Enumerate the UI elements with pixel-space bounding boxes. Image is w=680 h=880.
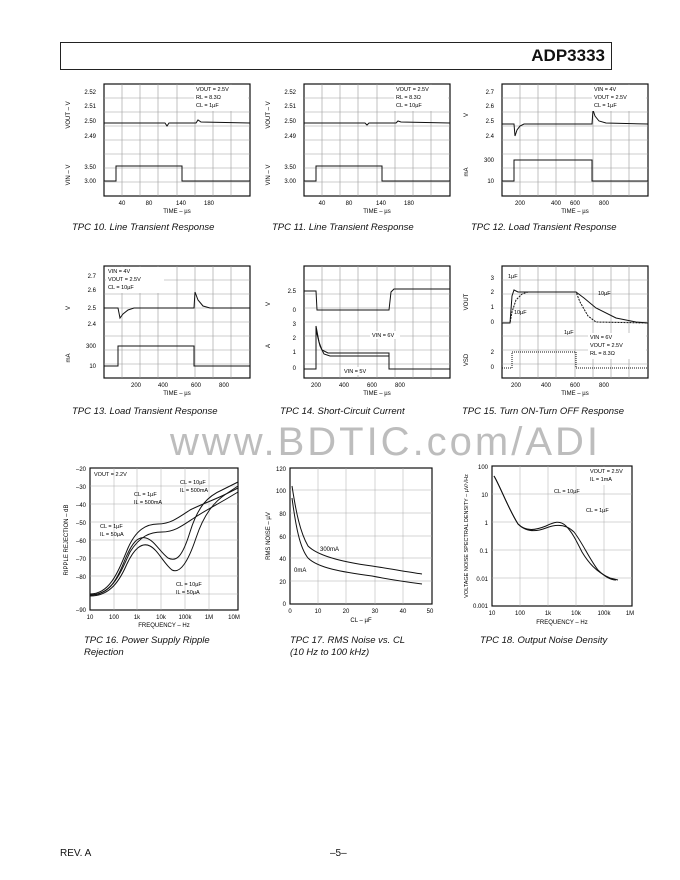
y-tick: 100	[477, 465, 488, 471]
annotation: CL = 10µF	[176, 582, 202, 588]
annotation: VIN = 6V	[372, 333, 395, 339]
caption-tpc16-line2: Rejection	[84, 647, 124, 658]
x-tick: 80	[145, 201, 153, 207]
x-tick: 200	[310, 383, 322, 389]
y-tick: 2.5	[87, 306, 96, 312]
x-tick: 10k	[156, 615, 166, 621]
y-axis-label: mA	[464, 167, 470, 177]
x-tick: 100	[108, 615, 120, 621]
x-tick: 20	[342, 609, 350, 615]
x-tick: 10	[86, 615, 94, 621]
x-axis-label: TIME – µs	[561, 209, 589, 215]
annotation: 10µF	[514, 310, 527, 316]
y-axis-label: VSD	[464, 353, 470, 367]
x-tick: 600	[366, 383, 378, 389]
y-tick: 0	[292, 366, 296, 372]
x-tick: 10	[314, 609, 322, 615]
annotation: CL = 1µF	[100, 524, 123, 530]
y-tick: 10	[487, 179, 494, 185]
x-tick: 40	[318, 201, 326, 207]
x-tick: 30	[371, 609, 379, 615]
y-tick: –50	[75, 521, 86, 527]
y-tick: 2.7	[87, 274, 96, 280]
annotation: 1µF	[564, 330, 574, 336]
y-tick: 2.6	[485, 104, 494, 110]
y-axis-label: VOUT	[464, 293, 470, 311]
x-axis-label: TIME – µs	[163, 391, 191, 397]
legend-line: CL = 1µF	[196, 103, 219, 109]
y-axis-label: V	[66, 305, 72, 311]
x-axis-label: CL – µF	[350, 618, 372, 624]
caption-tpc14: TPC 14. Short-Circuit Current	[280, 406, 405, 417]
y-tick: 2.52	[84, 90, 96, 96]
figure-tpc17	[262, 462, 442, 632]
legend-line: VIN = 4V	[594, 87, 617, 93]
figure-tpc14	[258, 262, 458, 402]
y-tick: 0.001	[472, 604, 488, 610]
x-tick: 400	[550, 201, 562, 207]
annotation: 300mA	[320, 547, 340, 553]
x-tick: 180	[403, 201, 415, 207]
x-tick: 100k	[178, 615, 192, 621]
y-tick: –90	[75, 608, 86, 614]
x-tick: 400	[157, 383, 169, 389]
y-tick: 2.4	[87, 322, 96, 328]
y-tick: 60	[279, 535, 286, 541]
y-tick: 100	[275, 489, 286, 495]
x-tick: 400	[540, 383, 552, 389]
x-tick: 40	[399, 609, 407, 615]
y-tick: 3.50	[84, 165, 96, 171]
x-tick: 600	[569, 201, 581, 207]
y-axis-label: V	[266, 301, 272, 307]
y-axis-label: VOUT – V	[266, 101, 272, 129]
y-tick: 300	[85, 344, 96, 350]
header-box	[60, 42, 612, 70]
x-axis-label: TIME – µs	[163, 209, 191, 215]
watermark: www.BDTIC.com/ADI	[170, 420, 602, 464]
y-tick: 2	[292, 336, 296, 342]
annotation: IL = 50µA	[100, 532, 124, 538]
y-tick: 20	[279, 580, 286, 586]
y-tick: 10	[89, 364, 96, 370]
y-tick: 0.01	[476, 577, 488, 583]
legend-line: VOUT = 2.5V	[396, 87, 429, 93]
caption-tpc17: TPC 17. RMS Noise vs. CL	[290, 635, 406, 646]
y-tick: 3.00	[84, 179, 96, 185]
annotation: CL = 10µF	[180, 480, 206, 486]
y-tick: 1	[292, 350, 296, 356]
legend-line: VIN = 4V	[108, 269, 131, 275]
y-tick: –80	[75, 575, 86, 581]
y-tick: 2.51	[84, 104, 96, 110]
y-tick: –60	[75, 539, 86, 545]
legend-line: CL = 10µF	[396, 103, 422, 109]
x-tick: 1k	[133, 615, 141, 621]
legend-line: CL = 1µF	[594, 103, 617, 109]
caption-tpc15: TPC 15. Turn ON-Turn OFF Response	[462, 406, 625, 417]
x-tick: 10	[488, 611, 496, 617]
y-tick: 1	[490, 305, 494, 311]
caption-tpc16: TPC 16. Power Supply Ripple	[84, 635, 210, 646]
annotation: IL = 500mA	[180, 488, 209, 494]
y-tick: 2.50	[284, 119, 296, 125]
y-tick: 2.6	[87, 288, 96, 294]
x-tick: 180	[203, 201, 215, 207]
figure-tpc15	[456, 262, 656, 402]
legend-line: RL = 8.3Ω	[196, 95, 221, 101]
annotation: CL = 10µF	[554, 489, 580, 495]
caption-tpc17-line2: (10 Hz to 100 kHz)	[290, 647, 370, 658]
y-tick: 2.51	[284, 104, 296, 110]
annotation: CL = 1µF	[586, 508, 609, 514]
y-tick: 3.00	[284, 179, 296, 185]
x-tick: 80	[345, 201, 353, 207]
annotation: IL = 1mA	[590, 477, 612, 483]
x-axis-label: TIME – µs	[561, 391, 589, 397]
y-axis-label: RMS NOISE – µV	[266, 512, 272, 560]
x-axis-label: TIME – µs	[363, 209, 391, 215]
x-tick: 40	[118, 201, 126, 207]
annotation: 0mA	[294, 568, 307, 574]
legend-line: VOUT = 2.5V	[196, 87, 229, 93]
x-tick: 200	[510, 383, 522, 389]
y-tick: 80	[279, 512, 286, 518]
x-tick: 800	[218, 383, 230, 389]
annotation: IL = 500mA	[134, 500, 163, 506]
annotation: VOUT = 2.5V	[590, 469, 623, 475]
x-tick: 1M	[204, 615, 214, 621]
y-tick: 40	[279, 557, 286, 563]
y-tick: 2.4	[485, 134, 494, 140]
x-tick: 1M	[625, 611, 635, 617]
legend-line: VOUT = 2.5V	[108, 277, 141, 283]
x-tick: 200	[514, 201, 526, 207]
figure-tpc12	[456, 80, 656, 220]
legend-line: VOUT = 2.5V	[594, 95, 627, 101]
figure-tpc11	[258, 80, 458, 220]
legend-line: RL = 8.3Ω	[590, 351, 615, 357]
y-tick: 2.49	[284, 134, 296, 140]
y-tick: 3	[292, 322, 296, 328]
y-tick: 2.5	[287, 289, 296, 295]
x-tick: 400	[338, 383, 350, 389]
y-tick: 2.49	[84, 134, 96, 140]
y-tick: –40	[75, 503, 86, 509]
annotation: CL = 1µF	[134, 492, 157, 498]
legend-line: CL = 10µF	[108, 285, 134, 291]
x-tick: 10M	[228, 615, 240, 621]
legend-line: VOUT = 2.5V	[590, 343, 623, 349]
x-tick: 0	[288, 609, 292, 615]
caption-tpc18: TPC 18. Output Noise Density	[480, 635, 608, 646]
y-axis-label: VIN – V	[266, 164, 272, 186]
y-tick: 2	[490, 290, 494, 296]
y-axis-label: VIN – V	[66, 164, 72, 186]
x-tick: 800	[598, 201, 610, 207]
y-tick: –30	[75, 485, 86, 491]
caption-tpc10: TPC 10. Line Transient Response	[72, 222, 215, 233]
x-tick: 600	[190, 383, 202, 389]
legend-line: RL = 8.3Ω	[396, 95, 421, 101]
revision: REV. A	[60, 848, 92, 859]
y-tick: 0	[282, 602, 286, 608]
y-tick: 300	[483, 158, 494, 164]
figure-tpc18	[460, 462, 650, 632]
figure-tpc13	[58, 262, 258, 402]
y-tick: 0	[292, 308, 296, 314]
x-axis-label: FREQUENCY – Hz	[536, 620, 588, 626]
y-tick: 2.50	[84, 119, 96, 125]
caption-tpc11: TPC 11. Line Transient Response	[272, 222, 414, 233]
x-axis-label: FREQUENCY – Hz	[138, 623, 190, 629]
x-tick: 140	[175, 201, 187, 207]
part-number: ADP3333	[531, 46, 605, 65]
y-axis-label: RIPPLE REJECTION – dB	[64, 504, 70, 576]
x-tick: 800	[394, 383, 406, 389]
x-tick: 1k	[544, 611, 552, 617]
y-tick: 0.1	[479, 549, 488, 555]
y-tick: 2	[490, 350, 494, 356]
x-tick: 10k	[571, 611, 581, 617]
y-tick: 3.50	[284, 165, 296, 171]
x-tick: 800	[598, 383, 610, 389]
y-axis-label: A	[266, 343, 272, 349]
x-tick: 100	[514, 611, 526, 617]
legend-line: VIN = 6V	[590, 335, 613, 341]
x-tick: 200	[130, 383, 142, 389]
annotation: VIN = 5V	[344, 369, 367, 375]
y-tick: 120	[275, 467, 286, 473]
y-tick: –20	[75, 467, 86, 473]
y-tick: –70	[75, 557, 86, 563]
y-tick: 2.52	[284, 90, 296, 96]
y-axis-label: VOUT – V	[66, 101, 72, 129]
annotation: VOUT = 2.2V	[94, 472, 127, 478]
y-tick: 1	[484, 521, 488, 527]
y-axis-label: mA	[66, 353, 72, 363]
y-axis-label: VOLTAGE NOISE SPECTRAL DENSITY – µV/√Hz	[464, 474, 470, 598]
x-tick: 50	[426, 609, 434, 615]
y-axis-label: V	[464, 112, 470, 118]
caption-tpc13: TPC 13. Load Transient Response	[72, 406, 218, 417]
x-axis-label: TIME – µs	[363, 391, 391, 397]
figure-tpc10	[58, 80, 258, 220]
y-tick: 0	[490, 365, 494, 371]
y-tick: 2.5	[485, 119, 494, 125]
x-tick: 600	[569, 383, 581, 389]
x-tick: 100k	[597, 611, 611, 617]
y-tick: 2.7	[485, 90, 494, 96]
annotation: 10µF	[598, 291, 611, 297]
y-tick: 0	[490, 320, 494, 326]
y-tick: 3	[490, 276, 494, 282]
annotation: IL = 50µA	[176, 590, 200, 596]
caption-tpc12: TPC 12. Load Transient Response	[471, 222, 617, 233]
figure-tpc16	[58, 462, 248, 632]
annotation: 1µF	[508, 274, 518, 280]
page-number: –5–	[330, 848, 347, 859]
x-tick: 140	[375, 201, 387, 207]
y-tick: 10	[481, 493, 488, 499]
